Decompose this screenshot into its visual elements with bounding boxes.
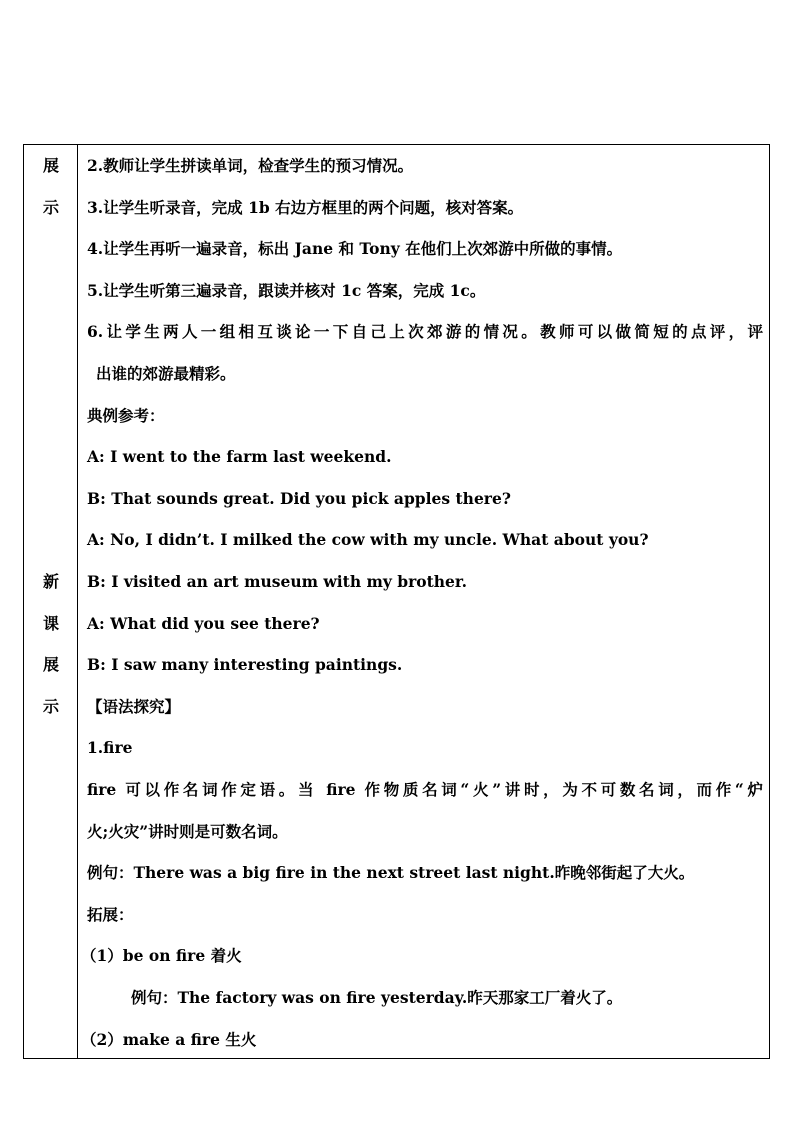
dialogue-line: B: That sounds great. Did you pick apples there? xyxy=(87,489,511,508)
section-label-column xyxy=(24,145,78,1058)
step-3: 3.让学生听录音，完成 1b 右边方框里的两个问题，核对答案。 xyxy=(87,198,524,217)
section-label-char: 示 xyxy=(42,198,59,217)
example-heading: 典例参考： xyxy=(87,406,165,425)
step-6-line-2: 出谁的郊游最精彩。 xyxy=(96,364,236,383)
step-4: 4.让学生再听一遍录音，标出 Jane 和 Tony 在他们上次郊游中所做的事情。 xyxy=(87,239,623,258)
item-1-explanation-line-1: fire 可以作名词作定语。当 fire 作物质名词“火”讲时，为不可数名词，而作“炉 xyxy=(87,780,763,799)
grammar-heading: 【语法探究】 xyxy=(87,697,181,716)
section-label-char: 示 xyxy=(42,697,59,716)
step-5: 5.让学生听第三遍录音，跟读并核对 1c 答案，完成 1c。 xyxy=(87,281,486,300)
step-6-line-1: 6.让学生两人一组相互谈论一下自己上次郊游的情况。教师可以做简短的点评，评 xyxy=(87,322,763,341)
section-label-char: 新 xyxy=(42,572,59,591)
section-label-char: 展 xyxy=(42,156,59,175)
item-1-example: 例句：There was a big fire in the next street last night.昨晚邻街起了大火。 xyxy=(87,863,695,882)
section-label-char: 展 xyxy=(42,655,59,674)
expand-item-2: （2）make a fire 生火 xyxy=(81,1030,257,1049)
lesson-table xyxy=(23,144,770,1059)
dialogue-line: A: What did you see there? xyxy=(87,614,320,633)
expand-heading: 拓展： xyxy=(87,905,134,924)
dialogue-line: B: I saw many interesting paintings. xyxy=(87,655,403,674)
item-1-title: 1.fire xyxy=(87,738,133,757)
dialogue-line: A: No, I didn’t. I milked the cow with my uncle. What about you? xyxy=(87,530,649,549)
dialogue-line: B: I visited an art museum with my brother. xyxy=(87,572,468,591)
item-1-explanation-line-2: 火;火灾”讲时则是可数名词。 xyxy=(87,822,288,841)
dialogue-line: A: I went to the farm last weekend. xyxy=(87,447,392,466)
section-label-char: 课 xyxy=(42,614,59,633)
content-column xyxy=(79,145,769,1058)
step-2: 2.教师让学生拼读单词，检查学生的预习情况。 xyxy=(87,156,414,175)
expand-item-1-example: 例句：The factory was on fire yesterday.昨天那家工厂着火了。 xyxy=(131,988,623,1007)
expand-item-1: （1）be on fire 着火 xyxy=(81,946,242,965)
